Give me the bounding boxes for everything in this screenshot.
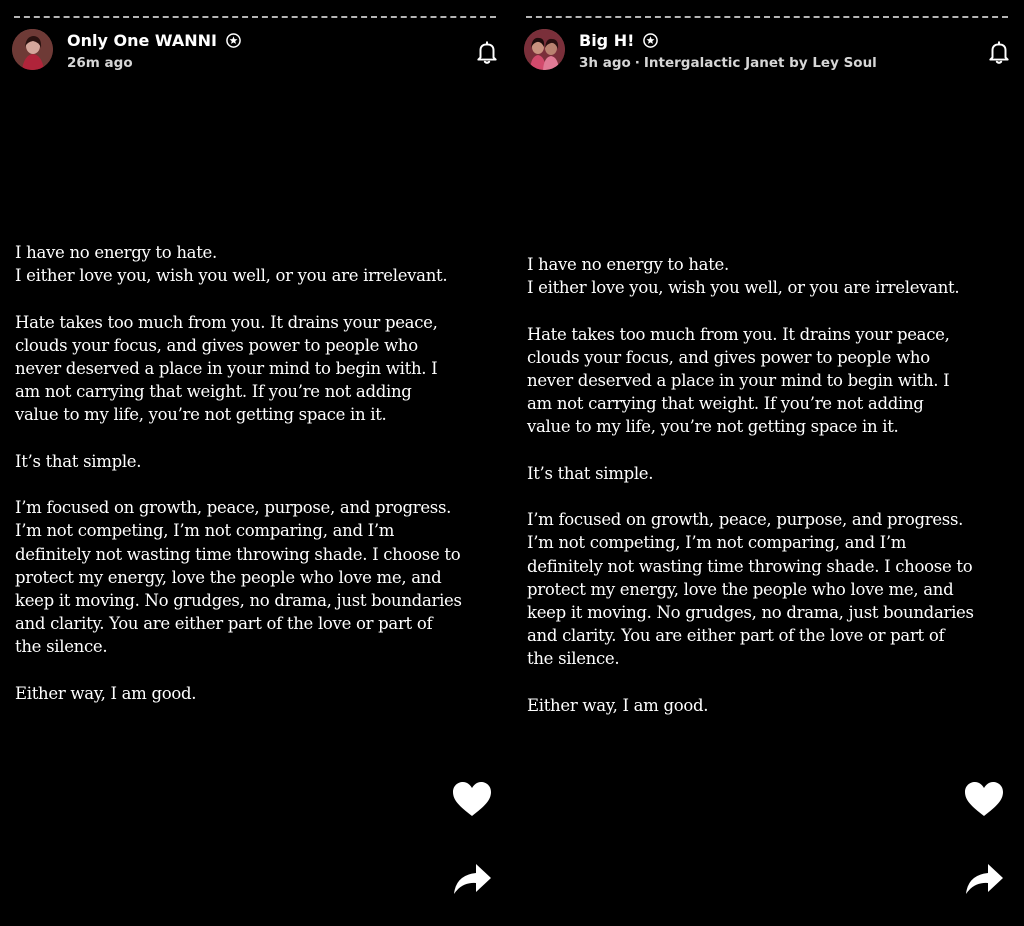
bell-icon[interactable]	[986, 39, 1012, 65]
story-paragraph: It’s that simple.	[527, 463, 654, 483]
share-button[interactable]	[452, 862, 492, 896]
story-paragraph: I’m focused on growth, peace, purpose, and progress. I’m not competing, I’m not comparing, and I’m definitely not wasting time throwing shade. I choose to protect my energy, love the people who love me, and keep it moving. No grudges, no drama, just boundaries and clarity. You are either part of the love or part of the silence.	[15, 498, 462, 657]
story-progress-bar	[14, 16, 496, 18]
story-paragraph: I have no energy to hate. I either love you, wish you well, or you are irrelevant.	[527, 255, 960, 298]
story-text	[527, 253, 997, 717]
like-button[interactable]	[451, 780, 493, 818]
like-button[interactable]	[963, 780, 1005, 818]
avatar[interactable]	[524, 29, 565, 70]
share-arrow-icon	[452, 862, 492, 896]
story-header	[524, 29, 1012, 73]
verified-star-icon	[226, 33, 241, 48]
story-time: 26m ago	[67, 55, 133, 71]
share-arrow-icon	[964, 862, 1004, 896]
story-paragraph: I’m focused on growth, peace, purpose, and progress. I’m not competing, I’m not comparing, and I’m definitely not wasting time throwing shade. I choose to protect my energy, love the people who love me, and keep it moving. No grudges, no drama, just boundaries and clarity. You are either part of the love or part of the silence.	[527, 510, 974, 669]
story-paragraph: I have no energy to hate. I either love you, wish you well, or you are irrelevant.	[15, 243, 448, 286]
story-text	[15, 241, 485, 705]
avatar[interactable]	[12, 29, 53, 70]
story-paragraph: Hate takes too much from you. It drains your peace, clouds your focus, and gives power to people who never deserved a place in your mind to begin with. I am not carrying that weight. If you’re not adding value to my life, you’re not getting space in it.	[15, 312, 438, 425]
story-paragraph: Either way, I am good.	[15, 683, 197, 703]
music-label[interactable]: Intergalactic Janet by Ley Soul	[643, 55, 877, 71]
story-paragraph: It’s that simple.	[15, 451, 142, 471]
bell-icon[interactable]	[474, 39, 500, 65]
heart-icon	[963, 780, 1005, 818]
story-meta	[579, 55, 877, 71]
story-header	[12, 29, 500, 73]
verified-star-icon	[643, 33, 658, 48]
story-meta	[67, 55, 133, 71]
username-row	[67, 30, 241, 52]
username[interactable]: Big H!	[579, 31, 635, 50]
username[interactable]: Only One WANNI	[67, 31, 217, 50]
meta-separator: ·	[634, 55, 640, 71]
share-button[interactable]	[964, 862, 1004, 896]
heart-icon	[451, 780, 493, 818]
username-row	[579, 30, 658, 52]
story-paragraph: Hate takes too much from you. It drains your peace, clouds your focus, and gives power to people who never deserved a place in your mind to begin with. I am not carrying that weight. If you’re not adding value to my life, you’re not getting space in it.	[527, 324, 950, 437]
story-time: 3h ago	[579, 55, 631, 71]
story-progress-bar	[526, 16, 1008, 18]
story-paragraph: Either way, I am good.	[527, 695, 709, 715]
story-panel-right[interactable]	[512, 0, 1024, 926]
